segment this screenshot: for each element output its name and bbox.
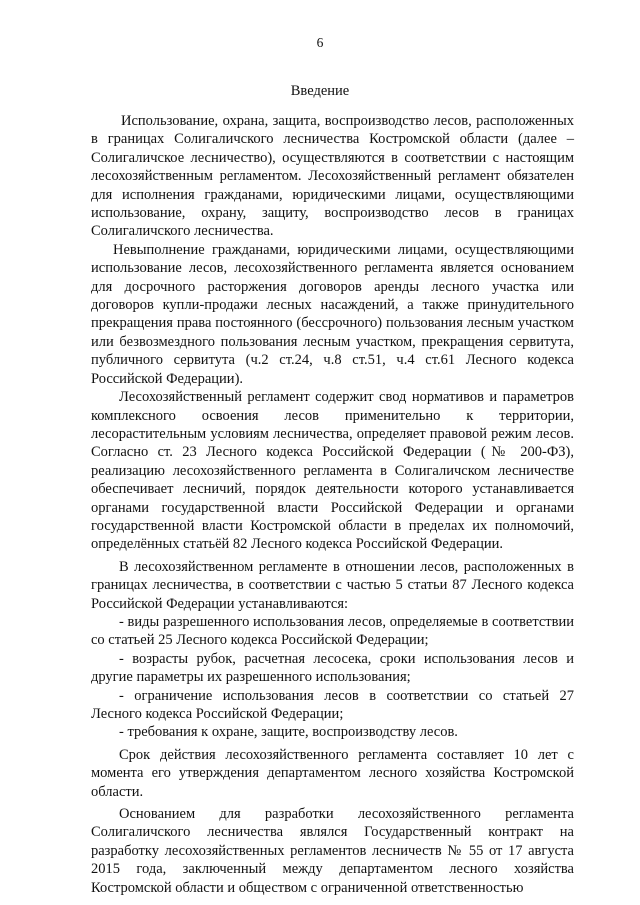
section-heading: Введение (290, 83, 350, 99)
paragraph-usage: Использование, охрана, защита, воспроизводство лесов, расположенных в границах Солигаличского лесничества Костромской области (далее – Солигаличское лесничество), осуществляются в соответствии с настоящим лесохозяйственным регламентом. Лесохозяйственный регламент обязателен для исполнения гражданами, юридическими лицами, осуществляющими использование, охрану, защиту, воспроизводство лесов в границах Солигаличского лесничества. (91, 113, 574, 240)
paragraph-contract-basis: Основанием для разработки лесохозяйственного регламента Солигаличского лесничества являлся Государственный контракт на разработку лесохозяйственных регламентов лесничеств № 55 от 17 августа 2015 года, заключенный между департаментом лесного хозяйства Костромской области и обществом с ограниченной ответственностью (91, 806, 574, 896)
paragraph-regulation-content: Лесохозяйственный регламент содержит свод нормативов и параметров комплексного освоения лесов применительно к территории, лесорастительным условиям лесничества, определяет правовой режим лесов. Согласно ст. 23 Лесного кодекса Российской Федерации (№ 200-ФЗ), реализацию лесохозяйственного регламента в Солигаличском лесничестве обеспечивает лесничий, порядок деятельности которого устанавливается органами государственной власти Российской Федерации и органами государственной власти Костромской области в пределах их полномочий, определённых статьёй 82 Лесного кодекса Российской Федерации. (91, 389, 574, 553)
document-body (91, 112, 574, 897)
page-number: 6 (316, 35, 324, 50)
list-item-cutting-ages: - возрасты рубок, расчетная лесосека, сроки использования лесов и другие параметры их разрешенного использования; (91, 650, 574, 686)
paragraph-non-compliance: Невыполнение гражданами, юридическими лицами, осуществляющими использование лесов, лесохозяйственного регламента является основанием для досрочного расторжения договоров аренды лесного участка или договоров купли-продажи лесных насаждений, а также принудительного прекращения права постоянного (бессрочного) пользования лесным участком или безвозмездного пользования лесным участком, прекращения сервитута, публичного сервитута (ч.2 ст.24, ч.8 ст.51, ч.4 ст.61 Лесного кодекса Российской Федерации). (91, 241, 574, 387)
list-item-use-restrictions: - ограничение использования лесов в соответствии со статьей 27 Лесного кодекса Российской Федерации; (91, 687, 574, 722)
list-item-protection-requirements: - требования к охране, защите, воспроизводству лесов. (119, 724, 458, 741)
paragraph-established-items: В лесохозяйственном регламенте в отношении лесов, расположенных в границах лесничества, в соответствии с частью 5 статьи 87 Лесного кодекса Российской Федерации устанавливаются: (91, 558, 574, 612)
list-item-permitted-uses: - виды разрешенного использования лесов, определяемые в соответствии со статьей 25 Лесного кодекса Российской Федерации; (91, 613, 574, 649)
paragraph-validity-period: Срок действия лесохозяйственного регламента составляет 10 лет с момента его утверждения департаментом лесного хозяйства Костромской области. (91, 746, 574, 800)
